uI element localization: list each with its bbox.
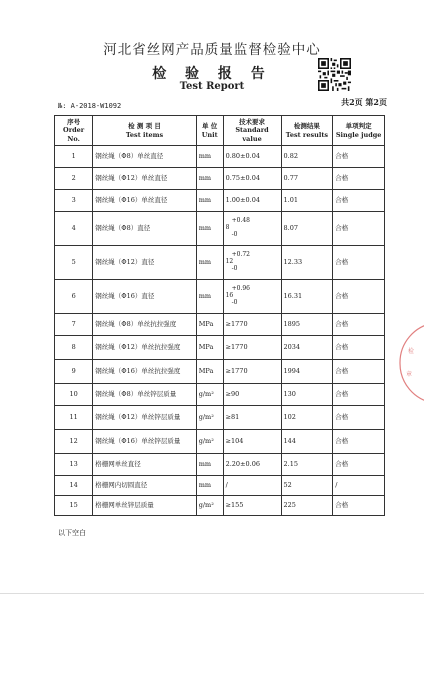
order-cell: 4 — [55, 212, 93, 246]
judge-cell: 合格 — [333, 360, 385, 384]
item-cell: 钢丝绳（Φ8）单丝抗拉强度 — [93, 314, 196, 336]
table-row — [55, 454, 385, 476]
table-row — [55, 336, 385, 360]
order-cell: 11 — [55, 406, 93, 430]
order-cell: 8 — [55, 336, 93, 360]
item-cell: 钢丝绳（Φ12）直径 — [93, 246, 196, 280]
result-cell: 1.01 — [281, 190, 333, 212]
svg-text:章: 章 — [406, 371, 413, 378]
judge-cell: 合格 — [333, 212, 385, 246]
table-row — [55, 190, 385, 212]
unit-cell: g/m² — [196, 430, 223, 454]
standard-cell: +0.96 16 -0 — [223, 280, 281, 314]
judge-cell: 合格 — [333, 336, 385, 360]
standard-cell: +0.48 8 -0 — [223, 212, 281, 246]
table-row — [55, 314, 385, 336]
report-number: №: A-2018-W1092 — [58, 102, 122, 110]
standard-cell: ≥104 — [223, 430, 281, 454]
result-cell: 130 — [281, 384, 333, 406]
order-cell: 10 — [55, 384, 93, 406]
table-row — [55, 476, 385, 496]
standard-cell: 2.20±0.06 — [223, 454, 281, 476]
item-cell: 钢丝绳（Φ12）单丝直径 — [93, 168, 196, 190]
table-row — [55, 430, 385, 454]
unit-cell: MPa — [196, 336, 223, 360]
standard-cell: 0.75±0.04 — [223, 168, 281, 190]
table-row — [55, 280, 385, 314]
item-cell: 钢丝绳（Φ16）直径 — [93, 280, 196, 314]
header-order: 序号 Order No. — [55, 116, 93, 146]
standard-cell: +0.72 12 -0 — [223, 246, 281, 280]
report-title-en: Test Report — [179, 81, 245, 92]
unit-cell: mm — [196, 280, 223, 314]
result-cell: 144 — [281, 430, 333, 454]
unit-cell: mm — [196, 476, 223, 496]
judge-cell: 合格 — [333, 246, 385, 280]
header-unit: 单 位 Unit — [196, 116, 223, 146]
table-row — [55, 384, 385, 406]
header-standard: 技术要求 Standard value — [223, 116, 281, 146]
official-seal-stamp — [394, 318, 424, 408]
order-cell: 6 — [55, 280, 93, 314]
result-cell: 1895 — [281, 314, 333, 336]
table-row — [55, 212, 385, 246]
table-row — [55, 168, 385, 190]
header-results: 检测结果 Test results — [281, 116, 333, 146]
order-cell: 3 — [55, 190, 93, 212]
result-cell: 16.31 — [281, 280, 333, 314]
result-cell: 0.82 — [281, 146, 333, 168]
result-cell: 102 — [281, 406, 333, 430]
result-cell: 12.33 — [281, 246, 333, 280]
standard-cell: 1.00±0.04 — [223, 190, 281, 212]
unit-cell: MPa — [196, 360, 223, 384]
judge-cell: / — [333, 476, 385, 496]
result-cell: 8.07 — [281, 212, 333, 246]
table-header-row — [55, 116, 385, 146]
order-cell: 9 — [55, 360, 93, 384]
judge-cell: 合格 — [333, 314, 385, 336]
item-cell: 格栅网内切圆直径 — [93, 476, 196, 496]
order-cell: 1 — [55, 146, 93, 168]
judge-cell: 合格 — [333, 146, 385, 168]
table-row — [55, 246, 385, 280]
unit-cell: g/m² — [196, 496, 223, 516]
standard-cell: ≥1770 — [223, 336, 281, 360]
unit-cell: g/m² — [196, 384, 223, 406]
standard-cell: ≥81 — [223, 406, 281, 430]
result-cell: 52 — [281, 476, 333, 496]
item-cell: 钢丝绳（Φ8）直径 — [93, 212, 196, 246]
page-indicator: 共2页 第2页 — [341, 97, 387, 107]
item-cell: 钢丝绳（Φ16）单丝锌层质量 — [93, 430, 196, 454]
result-cell: 225 — [281, 496, 333, 516]
standard-cell: ≥155 — [223, 496, 281, 516]
organization-name: 河北省丝网产品质量监督检验中心 — [103, 42, 321, 58]
unit-cell: g/m² — [196, 406, 223, 430]
table-row — [55, 406, 385, 430]
item-cell: 钢丝绳（Φ16）单丝直径 — [93, 190, 196, 212]
result-cell: 2.15 — [281, 454, 333, 476]
judge-cell: 合格 — [333, 280, 385, 314]
unit-cell: mm — [196, 212, 223, 246]
table-row — [55, 360, 385, 384]
qr-code-icon — [318, 58, 351, 91]
svg-text:检: 检 — [408, 348, 415, 355]
judge-cell: 合格 — [333, 454, 385, 476]
judge-cell: 合格 — [333, 406, 385, 430]
report-title-zh: 检 验 报 告 — [152, 66, 272, 82]
table-row — [55, 146, 385, 168]
results-table — [54, 115, 385, 516]
table-row — [55, 496, 385, 516]
item-cell: 钢丝绳（Φ8）单丝锌层质量 — [93, 384, 196, 406]
judge-cell: 合格 — [333, 168, 385, 190]
unit-cell: mm — [196, 246, 223, 280]
unit-cell: mm — [196, 146, 223, 168]
order-cell: 7 — [55, 314, 93, 336]
result-cell: 2034 — [281, 336, 333, 360]
item-cell: 格栅网单丝锌层质量 — [93, 496, 196, 516]
judge-cell: 合格 — [333, 430, 385, 454]
unit-cell: mm — [196, 168, 223, 190]
standard-cell: / — [223, 476, 281, 496]
unit-cell: mm — [196, 454, 223, 476]
standard-cell: ≥1770 — [223, 360, 281, 384]
unit-cell: MPa — [196, 314, 223, 336]
order-cell: 13 — [55, 454, 93, 476]
order-cell: 15 — [55, 496, 93, 516]
item-cell: 钢丝绳（Φ16）单丝抗拉强度 — [93, 360, 196, 384]
unit-cell: mm — [196, 190, 223, 212]
standard-cell: 0.80±0.04 — [223, 146, 281, 168]
blank-below-note: 以下空白 — [58, 529, 86, 537]
order-cell: 5 — [55, 246, 93, 280]
result-cell: 1994 — [281, 360, 333, 384]
header-judge: 单项判定 Single judge — [333, 116, 385, 146]
order-cell: 12 — [55, 430, 93, 454]
judge-cell: 合格 — [333, 384, 385, 406]
item-cell: 格栅网单丝直径 — [93, 454, 196, 476]
item-cell: 钢丝绳（Φ8）单丝直径 — [93, 146, 196, 168]
item-cell: 钢丝绳（Φ12）单丝锌层质量 — [93, 406, 196, 430]
item-cell: 钢丝绳（Φ12）单丝抗拉强度 — [93, 336, 196, 360]
header-items: 检 测 项 目 Test items — [93, 116, 196, 146]
order-cell: 14 — [55, 476, 93, 496]
judge-cell: 合格 — [333, 190, 385, 212]
result-cell: 0.77 — [281, 168, 333, 190]
judge-cell: 合格 — [333, 496, 385, 516]
order-cell: 2 — [55, 168, 93, 190]
standard-cell: ≥1770 — [223, 314, 281, 336]
standard-cell: ≥90 — [223, 384, 281, 406]
